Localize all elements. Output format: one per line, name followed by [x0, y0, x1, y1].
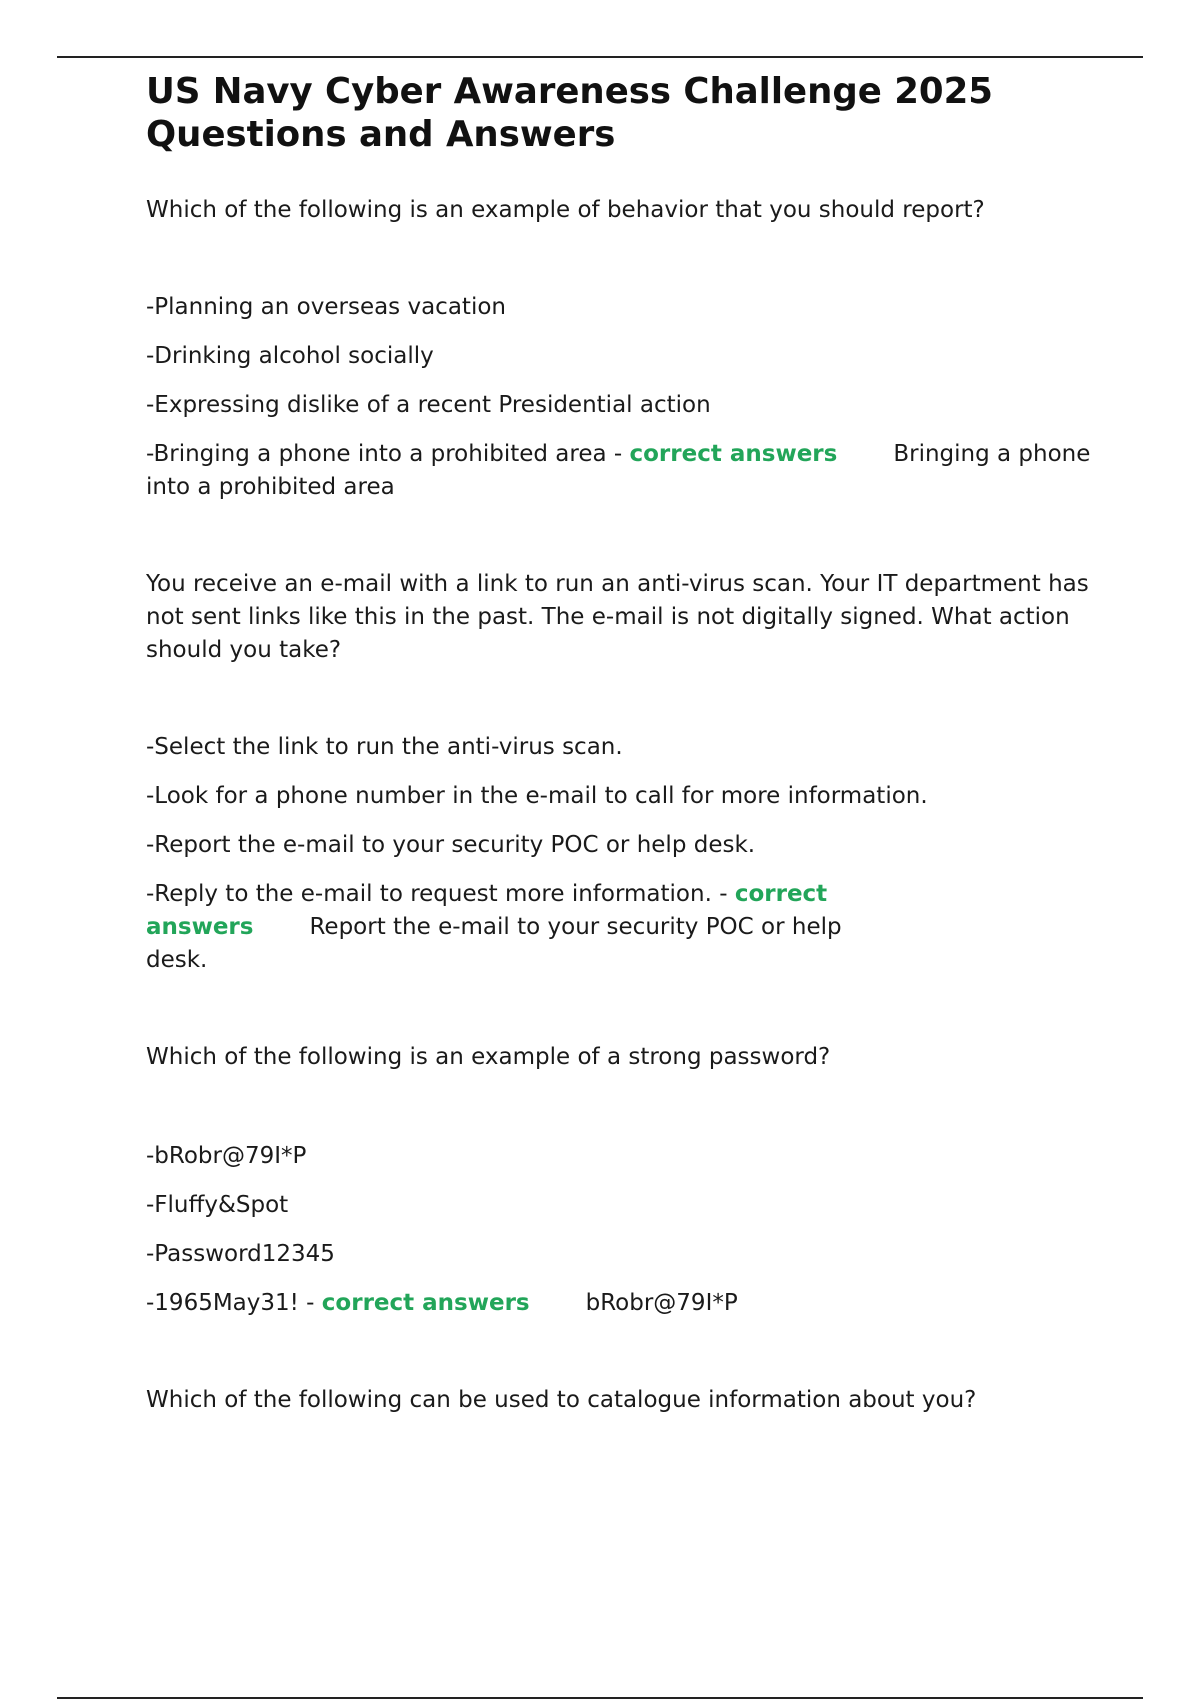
q1-option-1: -Planning an overseas vacation — [146, 294, 506, 320]
question-3: Which of the following is an example of a strong password? — [146, 1044, 831, 1070]
q3-answer: bRobr@79I*P — [585, 1290, 738, 1316]
q2-option-2: -Look for a phone number in the e-mail to call for more information. — [146, 783, 928, 809]
q2-option-3: -Report the e-mail to your security POC or help desk. — [146, 832, 756, 858]
question-2: You receive an e-mail with a link to run an anti-virus scan. Your IT department has not sent links like this in the past. The e-mail is not digitally signed. What action should you take? — [146, 571, 1089, 663]
q2-answer-line — [146, 878, 876, 977]
q1-answer: Bringing a phone into a prohibited area — [146, 441, 1091, 500]
q2-option-1: -Select the link to run the anti-virus scan. — [146, 734, 623, 760]
q3-option-4: -1965May31! - — [146, 1290, 315, 1316]
q2-answer: Report the e-mail to your security POC or help desk. — [146, 914, 842, 973]
document-body — [146, 70, 1096, 1417]
q3-option-3: -Password12345 — [146, 1241, 335, 1267]
question-4: Which of the following can be used to catalogue information about you? — [146, 1387, 977, 1413]
q2-correct-label: correct answers — [146, 881, 828, 940]
question-1: Which of the following is an example of behavior that you should report? — [146, 197, 985, 223]
q1-option-4: -Bringing a phone into a prohibited area - — [146, 441, 623, 467]
q1-answer-line — [146, 438, 1096, 504]
q3-option-1: -bRobr@79I*P — [146, 1143, 307, 1169]
bottom-rule — [57, 1697, 1143, 1699]
q3-correct-label: correct answers — [321, 1290, 530, 1316]
q1-option-3: -Expressing dislike of a recent Presidential action — [146, 392, 711, 418]
document-title: US Navy Cyber Awareness Challenge 2025 Questions and Answers — [146, 71, 994, 155]
top-rule — [57, 56, 1143, 58]
q2-option-4: -Reply to the e-mail to request more information. - — [146, 881, 728, 907]
q1-option-2: -Drinking alcohol socially — [146, 343, 434, 369]
q3-answer-line — [146, 1287, 1096, 1320]
q3-option-2: -Fluffy&Spot — [146, 1192, 289, 1218]
q1-correct-label: correct answers — [629, 441, 838, 467]
